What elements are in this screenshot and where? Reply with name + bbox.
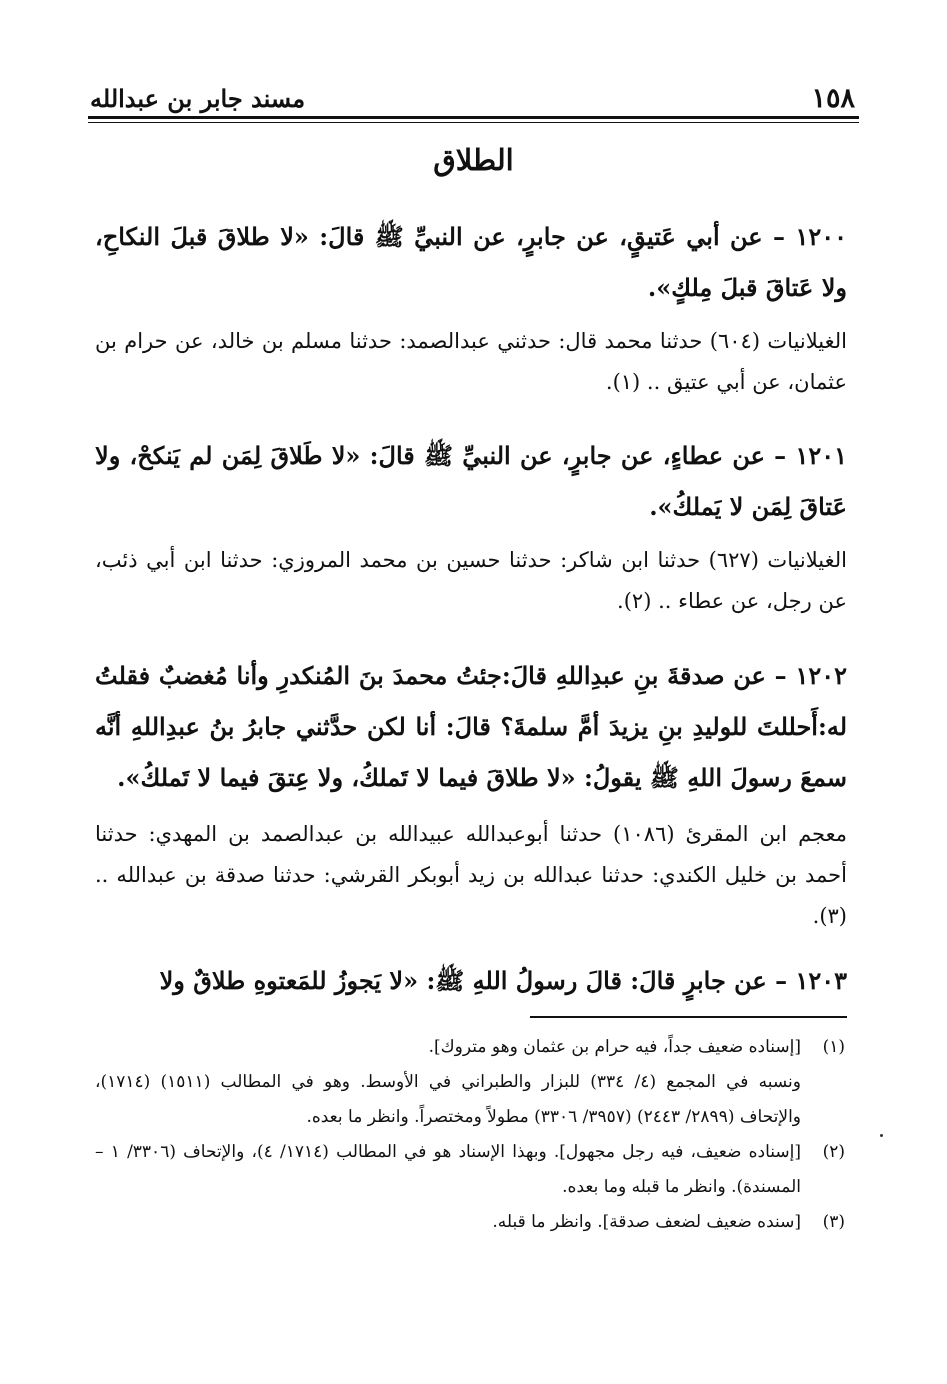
- footnotes: [95, 1030, 845, 1240]
- footnote-number: (٢): [822, 1142, 845, 1162]
- margin-dot: [880, 1134, 883, 1137]
- footnote-text: [إسناده ضعيف، فيه رجل مجهول]. وبهذا الإسناد هو في المطالب (١٧١٤/ ٤)، والإتحاف (٣٣٠٦/ ١ – المسندة). وانظر ما قبله وما بعده.: [95, 1142, 801, 1197]
- running-title: مسند جابر بن عبدالله: [90, 84, 306, 113]
- header-rule-thin: [88, 122, 859, 123]
- source-1200: الغيلانيات (٦٠٤) حدثنا محمد قال: حدثني عبدالصمد: حدثنا مسلم بن خالد، عن حرام بن عثمان، عن أبي عتيق .. (١).: [95, 329, 847, 394]
- footnote-1: [95, 1030, 845, 1065]
- footnote-3: [95, 1205, 845, 1240]
- hadith-1202: ١٢٠٢ – عن صدقةَ بنِ عبدِاللهِ قالَ:جئتُ محمدَ بنَ المُنكدرِ وأنا مُغضبٌ فقلتُ له:أَحللتَ للوليدِ بنِ يزيدَ أمَّ سلمةَ؟ قالَ: أنا لكن حدَّثني جابرُ بنُ عبدِاللهِ أنَّه سمعَ رسولَ اللهِ ﷺ يقولُ: «لا طلاقَ فيما لا تَملكُ، ولا عِتقَ فيما لا تَملكُ».: [95, 661, 847, 792]
- header-rule-thick: [88, 116, 859, 119]
- page-number: ١٥٨: [811, 83, 855, 114]
- source-1202: معجم ابن المقرئ (١٠٨٦) حدثنا أبوعبدالله عبيدالله بن عبدالصمد بن المهدي: حدثنا أحمد بن خليل الكندي: حدثنا عبدالله بن زيد أبوبكر القرشي: حدثنا صدقة بن عبدالله .. (٣).: [95, 822, 847, 928]
- footnote-2: [95, 1135, 845, 1205]
- hadith-1201: ١٢٠١ – عن عطاءٍ، عن جابرٍ، عن النبيِّ ﷺ قالَ: «لا طَلاقَ لِمَن لم يَنكحْ، ولا عَتاقَ لِمَن لا يَملكُ».: [95, 441, 847, 521]
- footnote-number: (٣): [822, 1212, 845, 1232]
- source-1201: الغيلانيات (٦٢٧) حدثنا ابن شاكر: حدثنا حسين بن محمد المروزي: حدثنا ابن أبي ذئب، عن رجل، عن عطاء .. (٢).: [95, 548, 848, 613]
- footnote-rule: [530, 1016, 847, 1018]
- footnote-1-continuation: ونسبه في المجمع (٤/ ٣٣٤) للبزار والطبراني في الأوسط. وهو في المطالب (١٥١١) (١٧١٤)، والإتحاف (٢٨٩٩/ ٢٤٤٣) (٣٩٥٧/ ٣٣٠٦) مطولاً ومختصراً. وانظر ما بعده.: [95, 1072, 801, 1127]
- page-header: [90, 76, 855, 116]
- hadith-1203: ١٢٠٣ – عن جابرٍ قالَ: قالَ رسولُ اللهِ ﷺ: «لا يَجوزُ للمَعتوهِ طلاقٌ ولا: [159, 966, 847, 995]
- section-title: الطلاق: [433, 143, 514, 177]
- hadith-1200: ١٢٠٠ – عن أبي عَتيقٍ، عن جابرٍ، عن النبيِّ ﷺ قالَ: «لا طلاقَ قبلَ النكاحِ، ولا عَتاقَ قبلَ مِلكٍ».: [95, 222, 847, 302]
- footnote-number: (١): [822, 1037, 845, 1057]
- footnote-text: [سنده ضعيف لضعف صدقة]. وانظر ما قبله.: [492, 1212, 801, 1232]
- footnote-text: [إسناده ضعيف جداً، فيه حرام بن عثمان وهو متروك].: [428, 1037, 801, 1057]
